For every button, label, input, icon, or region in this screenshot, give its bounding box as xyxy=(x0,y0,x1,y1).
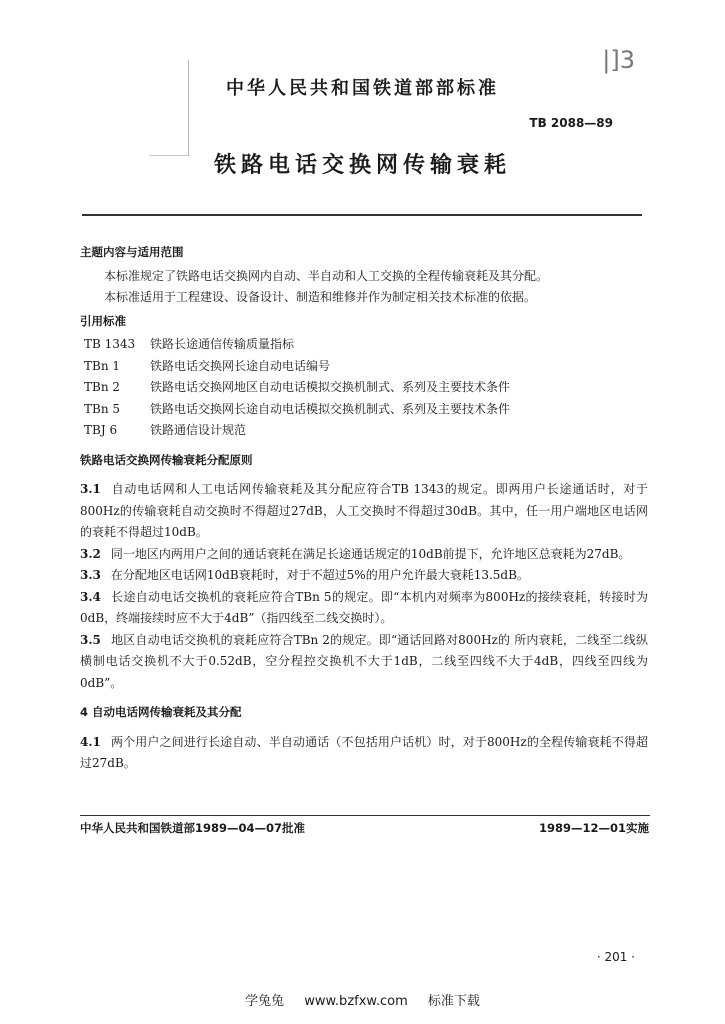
document-body xyxy=(80,240,648,775)
section-heading-references: 引用标准 xyxy=(80,313,126,328)
reference-item xyxy=(80,420,648,442)
clause-4-1 xyxy=(80,732,648,775)
reference-code: TBJ 6 xyxy=(84,423,118,437)
clause-text: 在分配地区电话网10dB衰耗时，对于不超过5%的用户允许最大衰耗13.5dB。 xyxy=(110,568,529,582)
reference-text: 铁路电话交换网长途自动电话编号 xyxy=(150,358,331,373)
reference-item xyxy=(80,334,648,356)
clause-3-2 xyxy=(80,544,648,566)
clause-number: 4.1 xyxy=(80,734,101,749)
clause-number: 3.2 xyxy=(80,546,101,561)
clause-text: 自动电话网和人工电话网传输衰耗及其分配应符合TB 1343的规定。即两用户长途通话时，对于800Hz的传输衰耗自动交换时不得超过27dB，人工交换时不得超过30dB。其中，任一用户端地区电话网的衰耗不得超过10dB。 xyxy=(80,482,648,539)
title-divider xyxy=(82,214,642,216)
effective-date: 1989—12—01实施 xyxy=(538,821,649,835)
clause-3-5 xyxy=(80,630,648,695)
clause-number: 3.4 xyxy=(80,589,101,604)
clause-3-4 xyxy=(80,587,648,630)
site-watermark: 学兔兔 www.bzfxw.com 标准下载 xyxy=(245,994,480,1009)
reference-item xyxy=(80,356,648,378)
reference-code: TB 1343 xyxy=(84,337,136,351)
reference-text: 铁路长途通信传输质量指标 xyxy=(150,337,295,351)
clause-text: 同一地区内两用户之间的通话衰耗在满足长途通话规定的10dB前提下，允许地区总衰耗为27dB。 xyxy=(110,546,631,561)
clause-number: 3.5 xyxy=(80,632,101,647)
reference-item xyxy=(80,377,648,399)
corner-mark: |]3 xyxy=(602,46,635,74)
clause-number: 3.1 xyxy=(80,482,101,496)
clause-text: 长途自动电话交换机的衰耗应符合TBn 5的规定。即“本机内对频率为800Hz的接续衰耗，转接时为0dB，终端接续时应不大于4dB”（指四线至二线交换时）。 xyxy=(80,589,648,625)
scope-paragraph-2: 本标准适用于工程建设、设备设计、制造和维修并作为制定相关技术标准的依据。 xyxy=(104,290,537,304)
page-number: · 201 · xyxy=(596,950,635,964)
reference-code: TBn 5 xyxy=(84,401,120,416)
org-header: 中华人民共和国铁道部部标准 xyxy=(226,78,499,99)
reference-text: 铁路电话交换网地区自动电话模拟交换机制式、系列及主要技术条件 xyxy=(150,380,511,394)
clause-text: 地区自动电话交换机的衰耗应符合TBn 2的规定。即“通话回路对800Hz的 所内衰耗，二线至二线纵横制电话交换机不大于0.52dB，空分程控交换机不大于1dB，二线至四线不大于4dB，四线至四线为0dB”。 xyxy=(80,632,648,690)
section-heading-allocation: 4 自动电话网传输衰耗及其分配 xyxy=(80,705,242,719)
clause-3-3 xyxy=(80,565,648,587)
scope-paragraph-1: 本标准规定了铁路电话交换网内自动、半自动和人工交换的全程传输衰耗及其分配。 xyxy=(104,268,549,283)
reference-text: 铁路电话交换网长途自动电话模拟交换机制式、系列及主要技术条件 xyxy=(150,401,511,416)
clause-number: 3.3 xyxy=(80,568,101,582)
clause-3-1 xyxy=(80,479,648,544)
footer-divider xyxy=(80,815,650,816)
document-title: 铁路电话交换网传输衰耗 xyxy=(213,153,511,178)
reference-item xyxy=(80,399,648,421)
clause-text: 两个用户之间进行长途自动、半自动通话（不包括用户话机）时，对于800Hz的全程传输衰耗不得超过27dB。 xyxy=(80,734,648,770)
reference-code: TBn 1 xyxy=(84,358,120,373)
reference-text: 铁路通信设计规范 xyxy=(150,423,247,437)
section-heading-principles: 铁路电话交换网传输衰耗分配原则 xyxy=(80,452,253,467)
standard-number: TB 2088—89 xyxy=(529,116,613,130)
section-heading-scope: 主题内容与适用范围 xyxy=(80,245,184,259)
reference-code: TBn 2 xyxy=(84,380,120,394)
approval-date: 中华人民共和国铁道部1989—04—07批准 xyxy=(80,821,306,835)
